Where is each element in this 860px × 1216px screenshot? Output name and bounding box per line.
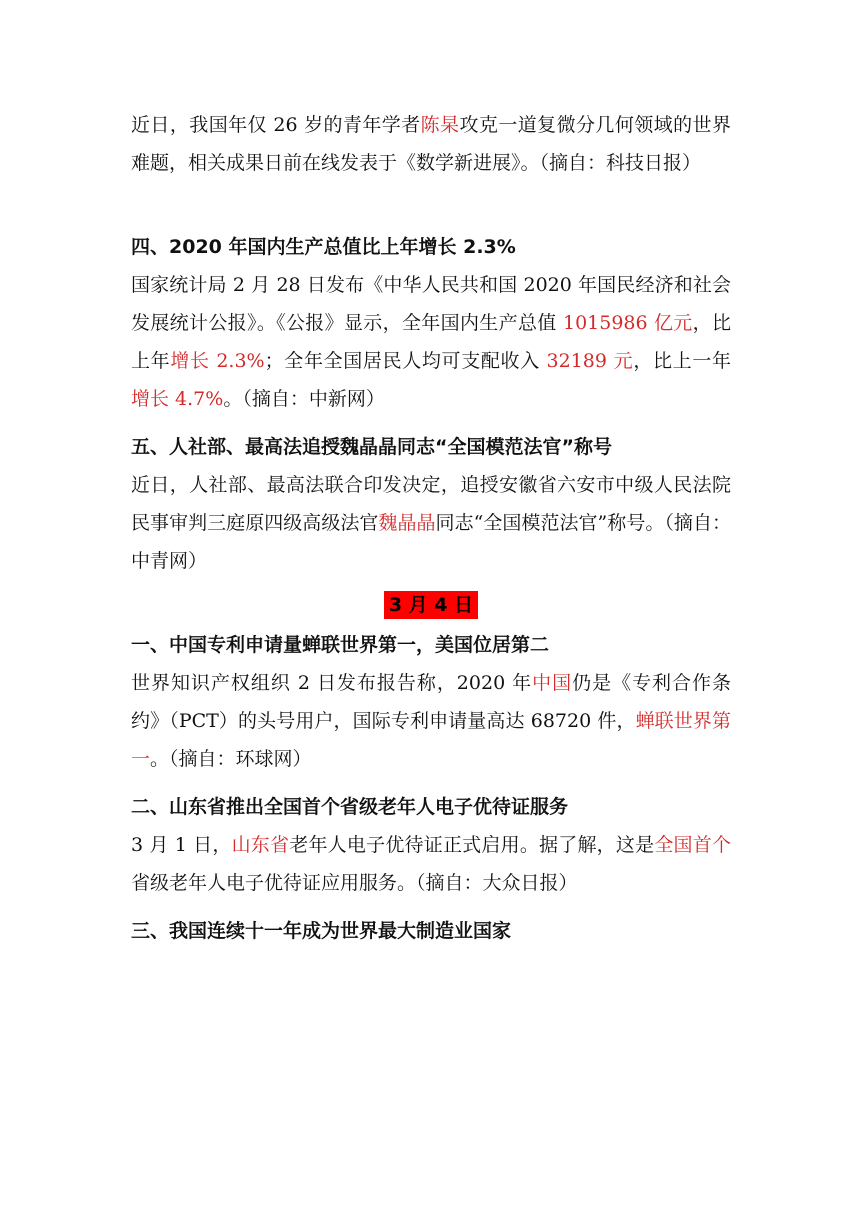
paragraph-elderly-card (131, 826, 731, 902)
highlight-gdp-growth: 增长 2.3% (170, 350, 265, 372)
highlight-first: 全国首个 (654, 834, 731, 856)
text-run: 仍是《专利合作条约》（PCT）的头号用户，国际专利申请量高达 68720 件， (131, 672, 731, 732)
heading-elderly-card: 二、山东省推出全国首个省级老年人电子优待证服务 (131, 796, 569, 818)
text-run: 3 月 1 日， (131, 834, 232, 856)
highlight-rank: 蝉联世界第一 (131, 710, 731, 770)
text-run: 。（摘自：环球网） (150, 748, 312, 770)
heading-gdp: 四、2020 年国内生产总值比上年增长 2.3% (131, 236, 516, 258)
text-run: ；全年全国居民人均可支配收入 (264, 350, 547, 372)
text-run: 攻克一道复微分几何领域的世界难题，相关成果日前在线发表于《数学新进展》。（摘自：科技日报） (131, 114, 731, 174)
document-body (131, 106, 731, 950)
highlight-name: 魏晶晶 (378, 512, 436, 534)
paragraph-patent (131, 664, 731, 778)
text-run: 世界知识产权组织 2 日发布报告称，2020 年 (131, 672, 533, 694)
text-run: 老年人电子优待证正式启用。据了解，这是 (289, 834, 655, 856)
text-run: 同志“全国模范法官”称号。（摘自：中青网） (131, 512, 731, 572)
text-run: 近日，我国年仅 26 岁的青年学者 (131, 114, 421, 136)
text-run: 近日，人社部、最高法联合印发决定，追授安徽省六安市中级人民法院民事审判三庭原四级高级法官 (131, 474, 731, 534)
highlight-name: 陈杲 (420, 114, 460, 136)
heading-patent: 一、中国专利申请量蝉联世界第一，美国位居第二 (131, 634, 550, 656)
heading-model-judge: 五、人社部、最高法追授魏晶晶同志“全国模范法官”称号 (131, 436, 612, 458)
text-run: 。（摘自：中新网） (223, 388, 385, 410)
text-run: ，比上一年 (633, 350, 731, 372)
date-section (131, 590, 731, 620)
intro-paragraph (131, 106, 731, 182)
text-run: ，比上年 (131, 312, 731, 372)
highlight-income-value: 32189 元 (546, 350, 634, 372)
paragraph-gdp (131, 266, 731, 418)
highlight-gdp-value: 1015986 亿元 (562, 312, 693, 334)
text-run: 省级老年人电子优待证应用服务。（摘自：大众日报） (131, 872, 578, 894)
paragraph-model-judge (131, 466, 731, 580)
highlight-income-growth: 增长 4.7% (131, 388, 224, 410)
text-run: 国家统计局 2 月 28 日发布《中华人民共和国 2020 年国民经济和社会发展统计公报》。《公报》显示，全年国内生产总值 (131, 274, 731, 334)
date-badge: 3 月 4 日 (384, 591, 478, 619)
highlight-province: 山东省 (231, 834, 290, 856)
heading-manufacturing: 三、我国连续十一年成为世界最大制造业国家 (131, 920, 512, 942)
highlight-china: 中国 (532, 672, 573, 694)
